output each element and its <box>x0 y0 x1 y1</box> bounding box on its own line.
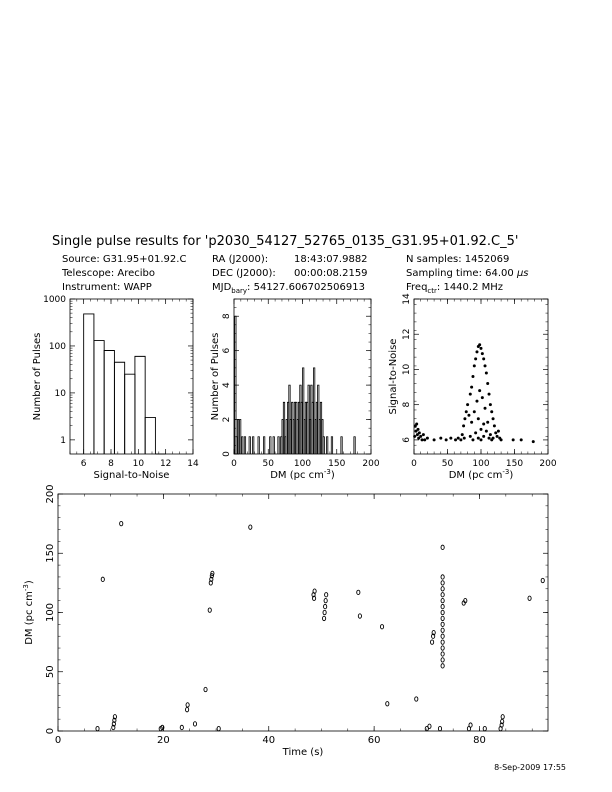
x-tick-label: 100 <box>472 459 490 469</box>
scatter-point <box>469 435 472 438</box>
scatter-point <box>217 726 220 730</box>
scatter-point <box>358 614 361 618</box>
scatter-point <box>500 438 503 441</box>
scatter-point <box>441 622 444 626</box>
y-tick-label: 200 <box>45 484 56 504</box>
scatter-point <box>478 343 481 346</box>
histogram-bar <box>354 437 355 454</box>
scatter-point <box>441 575 444 579</box>
scatter-point <box>441 616 444 620</box>
scatter-point <box>441 587 444 591</box>
scatter-point <box>204 687 207 691</box>
scatter-point <box>532 440 535 443</box>
dm-histogram-panel <box>210 299 380 481</box>
scatter-point <box>474 431 477 434</box>
histogram-bar <box>278 437 279 454</box>
y-tick-label: 8 <box>222 313 232 320</box>
scatter-point <box>541 578 544 582</box>
dm-vs-time-panel <box>22 484 548 758</box>
scatter-point <box>457 437 460 440</box>
scatter-point <box>473 364 476 367</box>
freq-label: Freq$_{ctr}$: 1440.2 MHz <box>406 282 504 295</box>
telescope-label: Telescope: Arecibo <box>62 268 155 279</box>
scatter-point <box>463 437 466 440</box>
scatter-point <box>490 410 493 413</box>
scatter-point <box>441 581 444 585</box>
scatter-point <box>441 658 444 662</box>
histogram-bar <box>323 437 324 454</box>
scatter-point <box>441 646 444 650</box>
x-axis-label: Signal-to-Noise <box>93 470 170 481</box>
x-tick-label: 10 <box>132 459 145 469</box>
scatter-point <box>481 352 484 355</box>
x-tick-label: 50 <box>441 459 454 469</box>
histogram-bar <box>258 437 259 454</box>
histogram-bar <box>252 437 253 454</box>
scatter-point <box>441 593 444 597</box>
x-tick-label: 20 <box>157 735 170 746</box>
scatter-point <box>428 724 431 728</box>
plot-frame <box>70 299 193 454</box>
scatter-point <box>466 403 469 406</box>
scatter-point <box>439 437 442 440</box>
scatter-point <box>482 357 485 360</box>
scatter-point <box>471 438 474 441</box>
scatter-point <box>438 726 441 730</box>
histogram-bar <box>114 362 124 454</box>
nsamples-label: N samples: 1452069 <box>406 254 510 265</box>
scatter-point <box>482 423 485 426</box>
scatter-point <box>469 723 472 727</box>
scatter-point <box>386 702 389 706</box>
y-axis-label: Number of Pulses <box>210 332 221 421</box>
scatter-point <box>512 438 515 441</box>
x-tick-label: 200 <box>539 459 557 469</box>
scatter-point <box>380 625 383 629</box>
scatter-point <box>324 604 327 608</box>
histogram-bar <box>104 351 114 454</box>
scatter-point <box>481 396 484 399</box>
histogram-bar <box>239 420 240 454</box>
scatter-point <box>480 428 483 431</box>
scatter-point <box>413 435 416 438</box>
x-tick-label: 150 <box>505 459 524 469</box>
scatter-point <box>441 610 444 614</box>
scatter-point <box>421 438 424 441</box>
scatter-point <box>459 438 462 441</box>
scatter-point <box>486 421 489 424</box>
scatter-point <box>488 437 491 440</box>
scatter-point <box>441 545 444 549</box>
sampling-time-label: Sampling time: 64.00 μs <box>406 268 529 279</box>
y-tick-label: 100 <box>45 602 56 623</box>
scatter-point <box>180 725 183 729</box>
scatter-point <box>474 357 477 360</box>
scatter-point <box>430 640 433 644</box>
histogram-bar <box>249 437 250 454</box>
scatter-point <box>520 438 523 441</box>
histogram-bar <box>341 437 342 454</box>
scatter-point <box>454 438 457 441</box>
y-tick-label: 14 <box>402 293 412 305</box>
scatter-point <box>492 417 495 420</box>
snr-histogram-panel <box>32 295 199 481</box>
y-tick-label: 10 <box>54 388 66 399</box>
scatter-point <box>490 438 493 441</box>
scatter-point <box>484 364 487 367</box>
scatter-point <box>249 525 252 529</box>
x-tick-label: 12 <box>159 459 172 469</box>
x-tick-label: 14 <box>187 459 199 469</box>
scatter-point <box>473 410 476 413</box>
scatter-point <box>462 424 465 427</box>
scatter-point <box>426 437 429 440</box>
footer-date: 8-Sep-2009 17:55 <box>494 763 566 772</box>
scatter-point <box>186 703 189 707</box>
histogram-bar <box>145 417 155 454</box>
x-axis-label: Time (s) <box>282 747 324 758</box>
scatter-point <box>418 431 421 434</box>
scatter-point <box>323 610 326 614</box>
histogram-bar <box>331 437 332 454</box>
x-tick-label: 8 <box>108 459 114 469</box>
scatter-point <box>475 400 478 403</box>
y-axis-label: DM (pc $cm^{-3}$) <box>22 580 35 645</box>
scatter-point <box>489 403 492 406</box>
scatter-point <box>469 393 472 396</box>
scatter-point <box>441 598 444 602</box>
x-tick-label: 100 <box>293 459 312 469</box>
y-tick-label: 6 <box>402 437 412 443</box>
scatter-point <box>322 616 325 620</box>
x-tick-label: 60 <box>367 735 381 746</box>
y-tick-label: 0 <box>45 727 56 735</box>
scatter-point <box>441 640 444 644</box>
histogram-bar <box>135 356 145 454</box>
scatter-point <box>528 596 531 600</box>
histogram-bar <box>94 341 104 454</box>
y-tick-label: 12 <box>402 328 412 340</box>
scatter-point <box>185 707 188 711</box>
mjd-label: $MJD_{bary}$: 54127.606702506913 <box>212 282 365 295</box>
y-tick-label: 1 <box>60 435 66 446</box>
scatter-point <box>497 430 500 433</box>
scatter-point <box>441 634 444 638</box>
dec-value: 00:00:08.2159 <box>294 268 368 279</box>
scatter-point <box>449 437 452 440</box>
histogram-bar <box>237 420 238 454</box>
scatter-point <box>441 628 444 632</box>
scatter-point <box>101 577 104 581</box>
scatter-point <box>484 407 487 410</box>
y-axis-label: Signal-to-Noise <box>388 338 399 415</box>
scatter-point <box>433 438 436 441</box>
scatter-point <box>465 410 468 413</box>
histogram-bar <box>263 437 264 454</box>
x-tick-label: 0 <box>411 459 417 469</box>
scatter-point <box>477 437 480 440</box>
histogram-bar <box>125 374 135 454</box>
scatter-point <box>357 590 360 594</box>
scatter-point <box>470 386 473 389</box>
scatter-point <box>441 664 444 668</box>
scatter-point <box>478 389 481 392</box>
x-tick-label: 0 <box>231 459 237 469</box>
scatter-point <box>422 433 425 436</box>
ra-value: 18:43:07.9882 <box>294 254 368 265</box>
histogram-bar <box>273 437 274 454</box>
x-tick-label: 50 <box>262 459 274 469</box>
y-tick-label: 50 <box>45 665 56 679</box>
scatter-point <box>208 608 211 612</box>
scatter-point <box>494 431 497 434</box>
scatter-point <box>489 433 492 436</box>
scatter-point <box>461 433 464 436</box>
scatter-point <box>485 430 488 433</box>
x-tick-label: 150 <box>328 459 346 469</box>
scatter-point <box>445 438 448 441</box>
scatter-point <box>480 438 483 441</box>
y-tick-label: 4 <box>222 382 232 388</box>
y-tick-label: 6 <box>222 347 232 354</box>
scatter-point <box>483 726 486 730</box>
instrument-label: Instrument: WAPP <box>62 282 152 293</box>
scatter-point <box>441 652 444 656</box>
scatter-point <box>480 347 483 350</box>
ra-label: RA (J2000): <box>212 254 269 265</box>
scatter-point <box>441 604 444 608</box>
y-tick-label: 100 <box>48 341 66 352</box>
x-tick-label: 6 <box>80 459 87 469</box>
scatter-point <box>415 697 418 701</box>
scatter-point <box>477 417 480 420</box>
dec-label: DEC (J2000): <box>212 268 276 279</box>
histogram-bar <box>242 437 243 454</box>
scatter-point <box>470 421 473 424</box>
scatter-point <box>419 435 422 438</box>
scatter-point <box>488 393 491 396</box>
scatter-point <box>417 428 420 431</box>
scatter-point <box>463 417 466 420</box>
x-axis-label: DM (pc $cm^{-3}$) <box>270 468 335 481</box>
histogram-bar <box>84 314 94 454</box>
plot-frame <box>58 494 548 731</box>
scatter-point <box>493 424 496 427</box>
scatter-point <box>193 722 196 726</box>
histogram-bar <box>244 437 245 454</box>
x-tick-label: 0 <box>54 735 62 746</box>
x-tick-label: 80 <box>473 735 486 746</box>
y-axis-label: Number of Pulses <box>32 332 43 421</box>
scatter-point <box>501 715 504 719</box>
page-title: Single pulse results for 'p2030_54127_52765_0135_G31.95+01.92.C_5' <box>52 234 519 249</box>
y-tick-label: 8 <box>402 401 412 408</box>
y-tick-label: 2 <box>222 416 232 423</box>
scatter-point <box>423 438 426 441</box>
scatter-point <box>325 593 328 597</box>
histogram-bar <box>270 437 271 454</box>
scatter-point <box>475 350 478 353</box>
scatter-point <box>324 598 327 602</box>
scatter-point <box>471 375 474 378</box>
scatter-point <box>415 423 418 426</box>
scatter-point <box>485 371 488 374</box>
scatter-point <box>96 726 99 730</box>
x-tick-label: 40 <box>262 735 276 746</box>
source-label: Source: G31.95+01.92.C <box>62 254 187 265</box>
snr-vs-dm-panel <box>388 293 557 481</box>
y-tick-label: 10 <box>402 363 412 376</box>
scatter-point <box>486 382 489 385</box>
scatter-point <box>120 521 123 525</box>
scatter-point <box>467 414 470 417</box>
x-axis-label: DM (pc $cm^{-3}$) <box>448 468 514 481</box>
y-tick-label: 0 <box>222 451 232 457</box>
scatter-point <box>496 435 499 438</box>
x-tick-label: 200 <box>362 459 380 469</box>
y-tick-label: 150 <box>45 543 56 563</box>
histogram-bar <box>326 437 327 454</box>
y-tick-label: 1000 <box>43 295 66 305</box>
scatter-point <box>482 435 485 438</box>
